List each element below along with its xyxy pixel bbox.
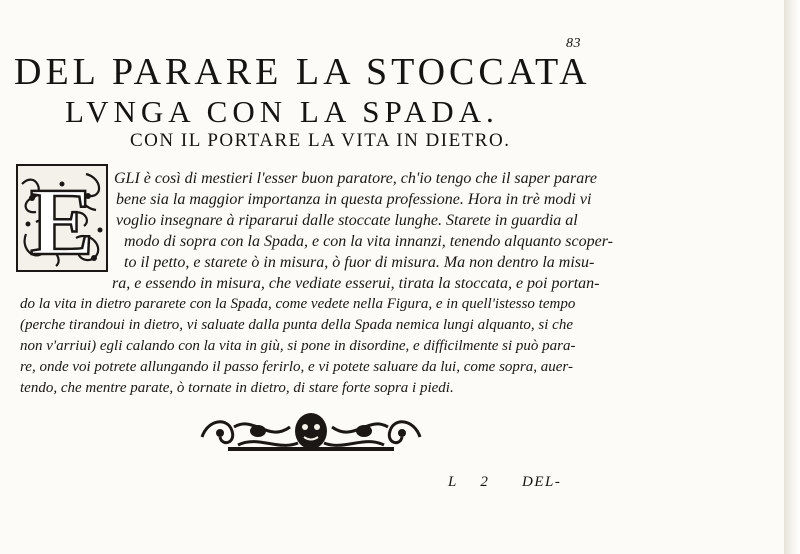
chapter-title-line-1: DEL PARARE LA STOCCATA — [14, 51, 591, 93]
body-line-7: do la vita in dietro pararete con la Spada, come vedete nella Figura, e in quell'istesso tempo — [20, 296, 576, 312]
body-line-6: ra, e essendo in misura, che vediate esserui, tirata la stoccata, e poi portan- — [112, 275, 600, 292]
page-edge — [784, 0, 800, 554]
body-line-4: modo di sopra con la Spada, e con la vita innanzi, tenendo alquanto scoper- — [124, 233, 613, 250]
body-line-11: tendo, che mentre parate, ò tornate in dietro, di stare forte sopra i piedi. — [20, 380, 454, 396]
catchword: DEL- — [522, 474, 562, 490]
chapter-title-line-3: CON IL PORTARE LA VITA IN DIETRO. — [130, 130, 511, 151]
page-number: 83 — [566, 36, 581, 51]
decorated-initial-e — [16, 164, 108, 272]
tailpiece-ornament — [198, 405, 424, 455]
body-line-9: non v'arriui) egli calando con la vita in giù, si pone in disordine, e difficilmente si può para- — [20, 338, 576, 354]
signature-number: 2 — [480, 474, 490, 490]
body-line-5: to il petto, e starete ò in misura, ò fuor di misura. Ma non dentro la misu- — [124, 254, 595, 271]
body-line-2: bene sia la maggior importanza in questa professione. Hora in trè modi vi — [116, 191, 592, 208]
signature-mark — [448, 474, 490, 491]
body-line-10: re, onde voi potrete allungando il passo ferirlo, e vi potete saluare da lui, come sopra, auer- — [20, 359, 573, 375]
body-line-8: (perche tirandoui in dietro, vi saluate dalla punta della Spada nemica lungi alquanto, si che — [20, 317, 573, 333]
decorated-initial-icon — [16, 164, 108, 272]
ornament-scroll-icon — [198, 405, 424, 455]
signature-letter: L — [448, 474, 459, 490]
chapter-title-line-2: LVNGA CON LA SPADA. — [65, 94, 499, 129]
svg-text:E: E — [29, 168, 95, 272]
body-line-1: GLI è così di mestieri l'esser buon paratore, ch'io tengo che il saper parare — [114, 170, 597, 187]
body-line-3: voglio insegnare à ripararui dalle stoccate lunghe. Starete in guardia al — [116, 212, 578, 229]
